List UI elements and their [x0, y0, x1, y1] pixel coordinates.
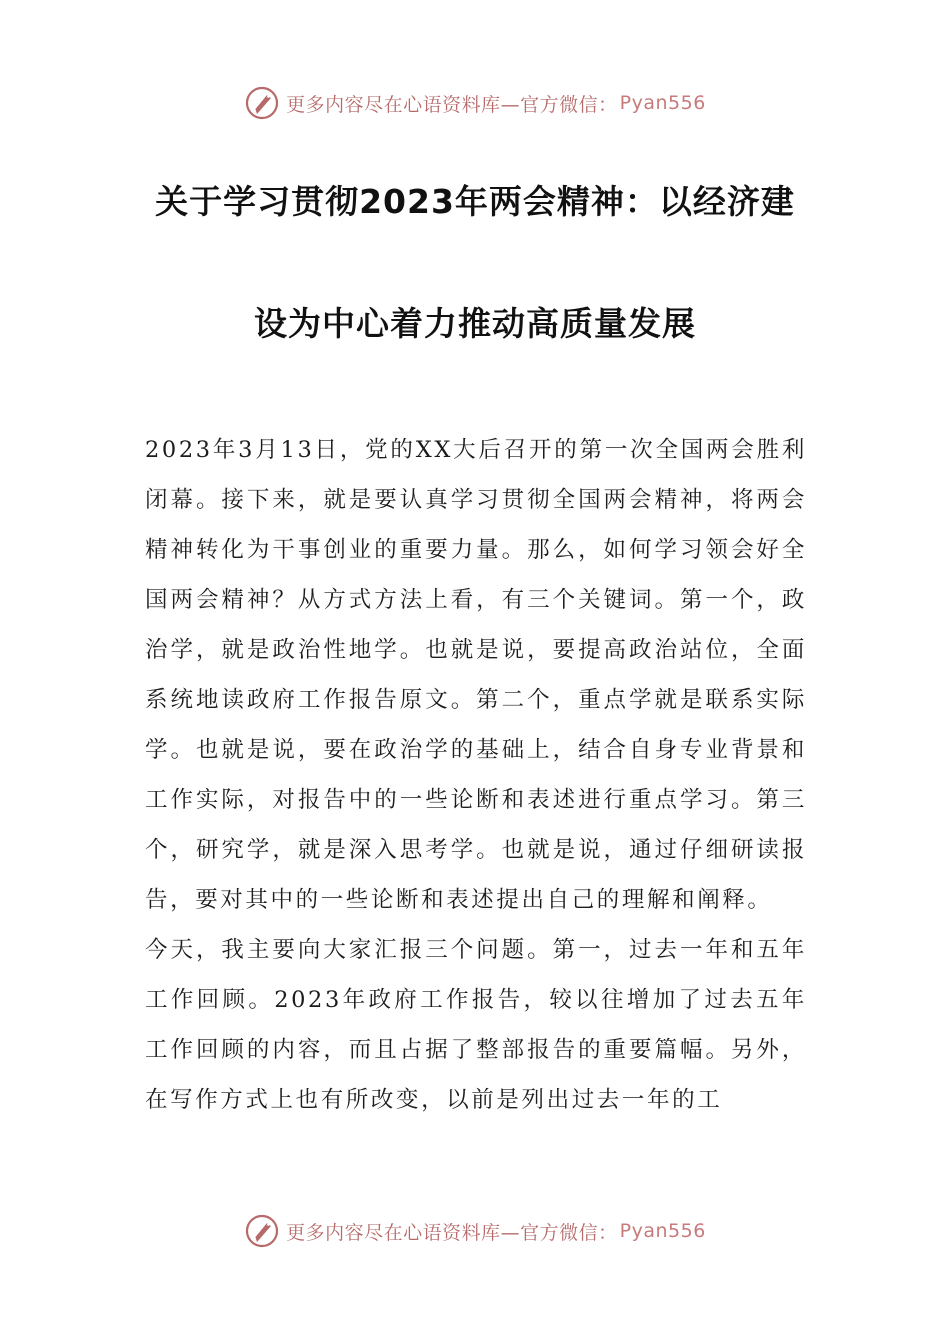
watermark-wechat-id: Pyan556 [619, 1220, 706, 1242]
watermark-wechat-id: Pyan556 [619, 92, 706, 114]
watermark-text: 更多内容尽在心语资料库—官方微信： [286, 1221, 618, 1244]
document-body [145, 425, 807, 1125]
watermark-header [0, 81, 950, 125]
pen-nib-logo-icon [244, 1213, 280, 1249]
document-title-line-2: 设为中心着力推动高质量发展 [254, 304, 696, 343]
body-paragraph-2: 今天，我主要向大家汇报三个问题。第一，过去一年和五年工作回顾。2023年政府工作报告，较以往增加了过去五年工作回顾的内容，而且占据了整部报告的重要篇幅。另外，在写作方式上也有所改变，以前是列出过去一年的工 [145, 937, 807, 1113]
body-paragraph-1: 2023年3月13日，党的XX大后召开的第一次全国两会胜利闭幕。接下来，就是要认真学习贯彻全国两会精神，将两会精神转化为干事创业的重要力量。那么，如何学习领会好全国两会精神？从方式方法上看，有三个关键词。第一个，政治学，就是政治性地学。也就是说，要提高政治站位，全面系统地读政府工作报告原文。第二个，重点学就是联系实际学。也就是说，要在政治学的基础上，结合自身专业背景和工作实际，对报告中的一些论断和表述进行重点学习。第三个，研究学，就是深入思考学。也就是说，通过仔细研读报告，要对其中的一些论断和表述提出自己的理解和阐释。 [145, 437, 807, 913]
watermark-text: 更多内容尽在心语资料库—官方微信： [286, 93, 618, 116]
watermark-footer [0, 1209, 950, 1253]
pen-nib-logo-icon [244, 85, 280, 121]
document-title-line-1: 关于学习贯彻2023年两会精神：以经济建 [155, 182, 795, 221]
